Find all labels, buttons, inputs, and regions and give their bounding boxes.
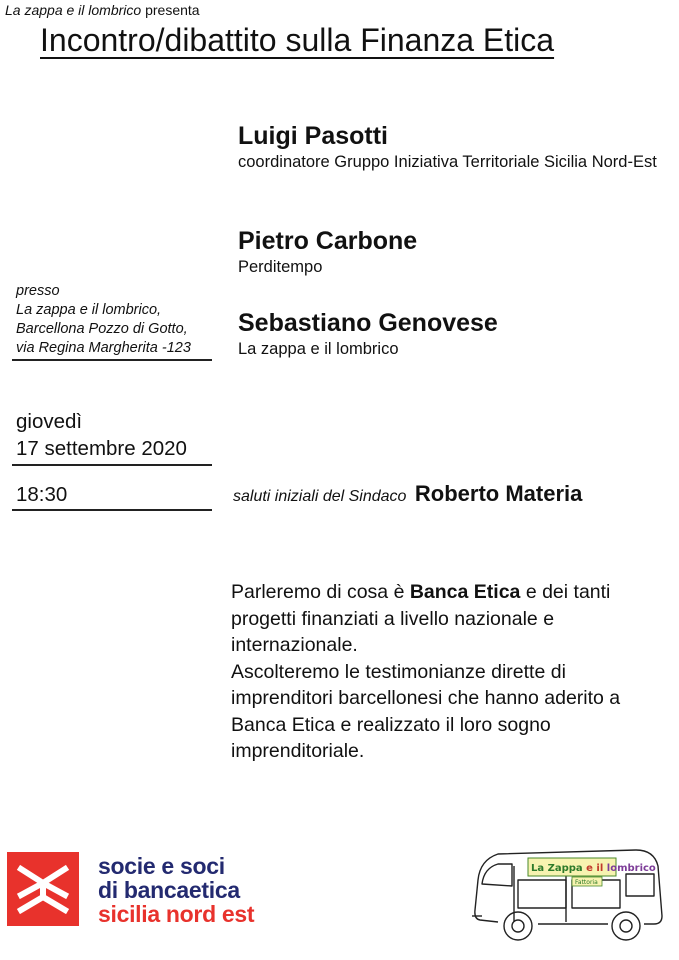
speaker-1-role: coordinatore Gruppo Iniziativa Territoriale Sicilia Nord-Est bbox=[238, 153, 657, 171]
speaker-3-role: La zappa e il lombrico bbox=[238, 340, 399, 358]
logo-line-1: socie e soci bbox=[98, 853, 225, 879]
mayor-greeting bbox=[233, 481, 582, 507]
event-time: 18:30 bbox=[16, 483, 68, 506]
time-divider bbox=[12, 509, 212, 511]
logo-line-2: di bancaetica bbox=[98, 877, 240, 903]
venue-name: La zappa e il lombrico, bbox=[16, 302, 162, 318]
event-weekday: giovedì bbox=[16, 410, 83, 433]
venue-block bbox=[16, 282, 191, 358]
event-date bbox=[16, 408, 187, 462]
svg-text:La Zappa e il lombrico bbox=[531, 863, 656, 874]
description-p1-start: Parleremo di cosa è bbox=[231, 581, 405, 603]
venue-street: via Regina Margherita -123 bbox=[16, 340, 191, 356]
bancaetica-logo-mark bbox=[7, 852, 79, 926]
description-p1-bold: Banca Etica bbox=[409, 581, 521, 603]
description-paragraph-1 bbox=[231, 579, 671, 659]
bancaetica-symbol-icon bbox=[7, 852, 79, 926]
presenter-verb: presenta bbox=[145, 2, 200, 18]
presenter-line bbox=[5, 2, 200, 18]
description-paragraph-2: Ascolteremo le testimonianze dirette di imprenditori barcellonesi che hanno aderito a Banca Etica e realizzato il loro sogno imprenditoriale. bbox=[231, 660, 621, 762]
event-title: Incontro/dibattito sulla Finanza Etica bbox=[40, 22, 555, 58]
greeting-intro: saluti iniziali del Sindaco bbox=[233, 488, 407, 505]
van-sign-part1: La Zappa bbox=[531, 863, 583, 874]
description-p1-end: e dei tanti progetti finanziati a livello nazionale e internazionale. bbox=[231, 581, 611, 656]
van-sign-small: Fattoria bbox=[575, 879, 598, 886]
van-illustration-icon bbox=[468, 844, 672, 948]
speaker-2-role: Perditempo bbox=[238, 258, 323, 276]
van-sign-part3: lombrico bbox=[606, 863, 656, 874]
venue-divider bbox=[12, 359, 212, 361]
event-description bbox=[231, 579, 671, 765]
date-divider bbox=[12, 464, 212, 466]
mayor-name: Roberto Materia bbox=[414, 481, 583, 506]
van-sign-part2: e il bbox=[586, 863, 604, 874]
bancaetica-logo-text bbox=[98, 854, 254, 926]
logo-line-3: sicilia nord est bbox=[98, 901, 255, 927]
venue-city: Barcellona Pozzo di Gotto, bbox=[16, 321, 188, 337]
speaker-2-name: Pietro Carbone bbox=[238, 227, 418, 255]
presenter-org: La zappa e il lombrico bbox=[5, 2, 142, 18]
event-date-value: 17 settembre 2020 bbox=[16, 437, 187, 460]
speaker-1-name: Luigi Pasotti bbox=[238, 122, 388, 150]
venue-label: presso bbox=[16, 283, 60, 299]
speaker-3-name: Sebastiano Genovese bbox=[238, 309, 498, 337]
